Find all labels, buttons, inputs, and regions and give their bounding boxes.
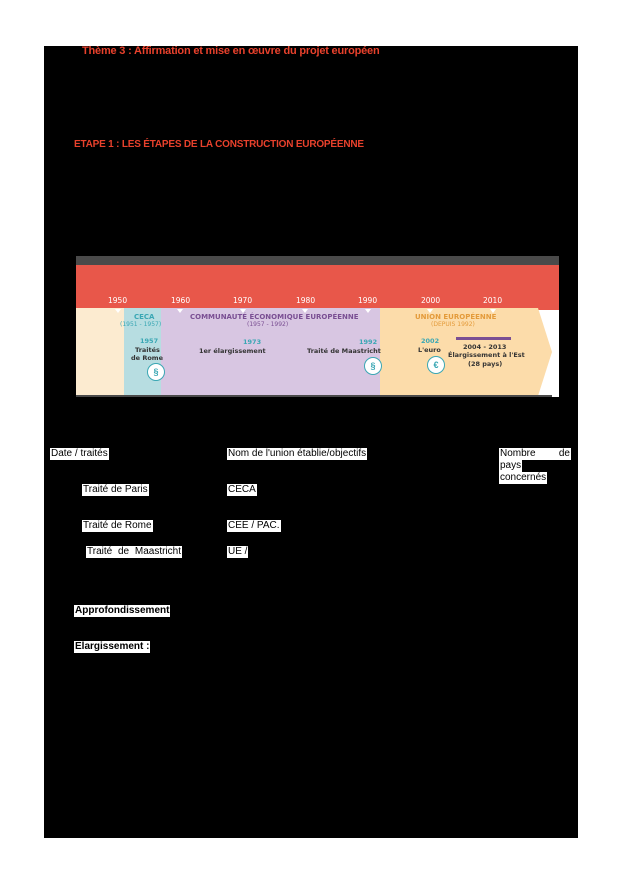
ceca-year: 1957 [140,337,159,345]
theme-title: Thème 3 : Affirmation et mise en œuvre du projet européen [82,45,380,57]
count-word-nombre: Nombre [500,448,536,459]
cee-year-1973: 1973 [243,338,262,346]
ceca-label: CECA [134,313,155,321]
cee-year-1992: 1992 [359,338,378,346]
table-header-count-line1 [500,448,570,460]
table-header-union: Nom de l'union établie/objectifs [228,448,367,459]
ue-year-2002: 2002 [421,337,440,345]
ceca-event-line2: de Rome [131,354,163,362]
cee-event-first-enlargement: 1er élargissement [199,347,266,355]
tick-1960 [177,309,183,313]
row-3-union: UE / [228,546,248,557]
row-2-treaty: Traité de Rome [83,520,152,531]
tick-1990 [365,309,371,313]
timeline-bottom-line [76,395,552,397]
ue-dates: (DEPUIS 1992) [431,321,475,328]
row-3-treaty: Traité de Maastricht [87,546,181,557]
ue-event-euro: L'euro [418,346,441,354]
label-approfondissement: Approfondissement [75,605,170,616]
row-1-union: CECA [228,484,256,495]
pre-ceca-zone [76,308,124,396]
timeline-figure [76,256,559,397]
year-1960: 1960 [171,296,191,305]
scroll-icon: § [147,363,165,381]
ue-event-enlargement: Élargissement à l'Est [448,351,525,359]
enlargement-period-bar [456,337,511,340]
tick-1950 [115,309,121,313]
table-header-date: Date / traités [51,448,108,459]
ceca-dates: (1951 - 1957) [120,321,162,328]
document-page [44,46,578,838]
row-1-treaty: Traité de Paris [83,484,148,495]
ue-event-28-countries: (28 pays) [468,360,503,368]
etape-title: ETAPE 1 : LES ÉTAPES DE LA CONSTRUCTION EUROPÉENNE [74,139,364,150]
cee-label: COMMUNAUTÉ ÉCONOMIQUE EUROPÉENNE [190,313,359,321]
year-1980: 1980 [296,296,316,305]
year-1970: 1970 [233,296,253,305]
timeline-arrow-head [528,308,552,396]
table-header-count-line3: concernés [500,472,547,483]
ue-label: UNION EUROPÉENNE [415,313,497,321]
year-2000: 2000 [421,296,441,305]
cee-dates: (1957 - 1992) [247,321,289,328]
table-header-count [499,448,571,460]
euro-icon: € [427,356,445,374]
table-header-count-line2: pays [500,460,522,471]
year-1950: 1950 [108,296,128,305]
count-word-de: de [558,448,570,459]
year-1990: 1990 [358,296,378,305]
ceca-event-line1: Traités [135,346,160,354]
scroll-icon-maastricht: § [364,357,382,375]
label-elargissement: Elargissement : [75,641,150,652]
year-2010: 2010 [483,296,503,305]
cee-event-maastricht: Traité de Maastricht [307,347,381,355]
ue-period: 2004 - 2013 [463,343,507,351]
row-2-union: CEE / PAC. [228,520,280,531]
timeline-top-bar [76,256,559,265]
